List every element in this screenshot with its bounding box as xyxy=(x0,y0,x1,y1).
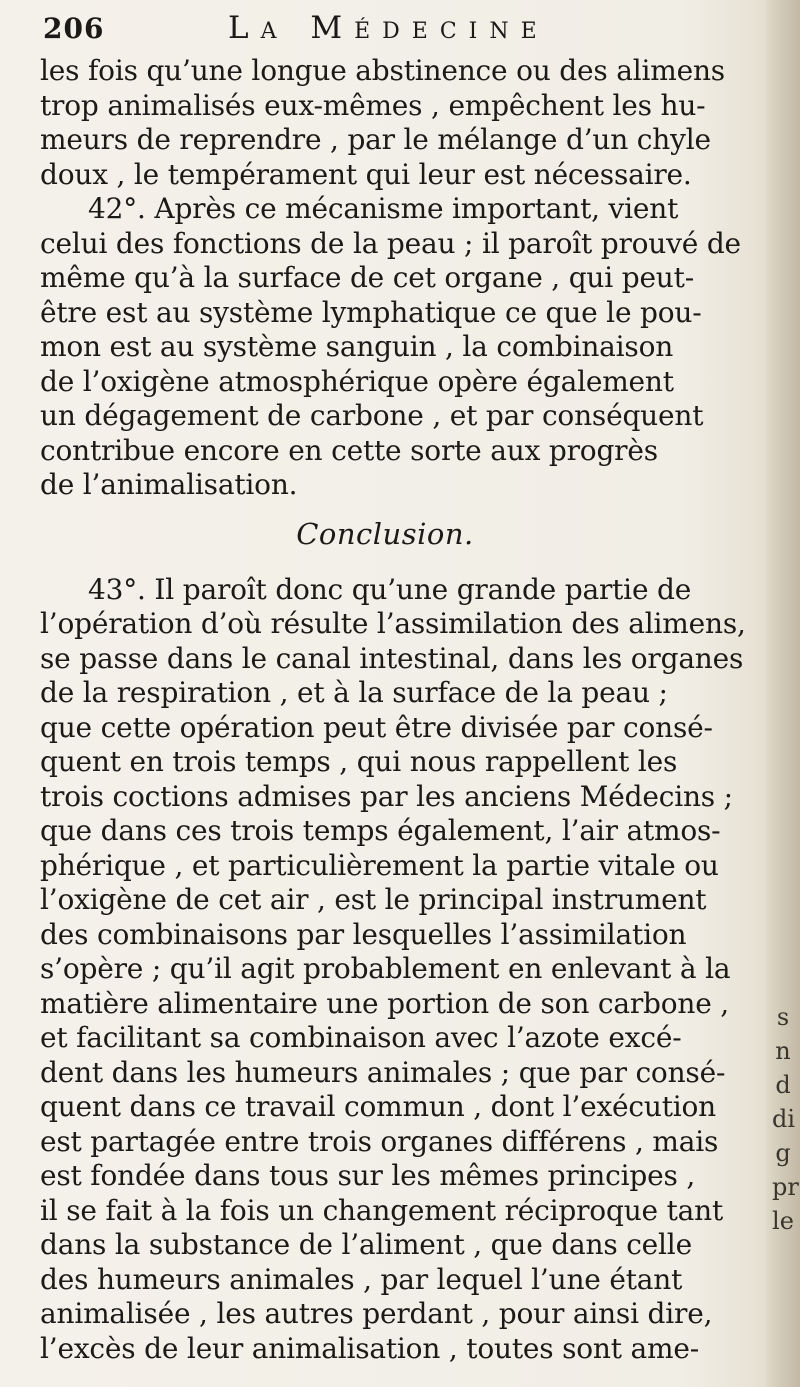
text-line: et facilitant sa combinaison avec l’azote excé- xyxy=(40,1021,682,1054)
edge-letter: s xyxy=(776,1003,790,1031)
edge-letter: di xyxy=(772,1105,796,1133)
text-line: un dégagement de carbone , et par conséquent xyxy=(40,399,704,432)
text-line: de l’animalisation. xyxy=(40,468,298,501)
text-line: trois coctions admises par les anciens Médecins ; xyxy=(40,779,733,813)
text-line: celui des fonctions de la peau ; il paroît prouvé de xyxy=(40,226,741,260)
text-line: trop animalisés eux-mêmes , empêchent les hu- xyxy=(40,88,706,122)
text-line: matière alimentaire une portion de son carbone , xyxy=(40,986,729,1020)
text-line: meurs de reprendre , par le mélange d’un chyle xyxy=(40,123,711,156)
text-line: de l’oxigène atmosphérique opère également xyxy=(40,364,674,398)
page-number: 206 xyxy=(43,12,105,45)
text-line: 43°. Il paroît donc qu’une grande partie de xyxy=(88,572,692,606)
text-line: de la respiration , et à la surface de la peau ; xyxy=(40,676,668,709)
text-line: doux , le tempérament qui leur est nécessaire. xyxy=(40,157,692,191)
edge-letter: n xyxy=(775,1037,791,1065)
text-line: animalisée , les autres perdant , pour ainsi dire, xyxy=(40,1297,713,1330)
text-line: les fois qu’une longue abstinence ou des alimens xyxy=(40,54,725,87)
page-header xyxy=(43,10,603,50)
text-line: est partagée entre trois organes différens , mais xyxy=(40,1124,719,1158)
text-line: se passe dans le canal intestinal, dans les organes xyxy=(40,641,744,675)
edge-letter: pr xyxy=(772,1173,799,1201)
edge-letter: g xyxy=(775,1139,791,1167)
text-line: être est au système lymphatique ce que le pou- xyxy=(40,295,702,329)
text-line: même qu’à la surface de cet organe , qui peut- xyxy=(40,261,694,294)
body-text xyxy=(40,54,746,1366)
text-line: que cette opération peut être divisée par consé- xyxy=(40,710,713,744)
text-line: dent dans les humeurs animales ; que par consé- xyxy=(40,1055,726,1089)
text-line: des combinaisons par lesquelles l’assimilation xyxy=(40,917,687,951)
text-line: l’opération d’où résulte l’assimilation des alimens, xyxy=(40,607,746,640)
text-line: est fondée dans tous sur les mêmes principes , xyxy=(40,1159,696,1192)
text-line: dans la substance de l’aliment , que dans celle xyxy=(40,1228,692,1261)
text-line: s’opère ; qu’il agit probablement en enlevant à la xyxy=(40,952,731,985)
text-line: phérique , et particulièrement la partie vitale ou xyxy=(40,848,719,882)
section-heading: Conclusion. xyxy=(296,516,474,551)
text-line: 42°. Après ce mécanisme important, vient xyxy=(88,192,679,225)
facing-page-letters xyxy=(772,1000,799,1238)
text-line: l’oxigène de cet air , est le principal instrument xyxy=(40,883,707,916)
edge-letter: le xyxy=(772,1207,794,1235)
paragraph-42 xyxy=(40,192,741,503)
text-line: quent dans ce travail commun , dont l’exécution xyxy=(40,1090,717,1123)
facing-page-edge xyxy=(766,0,800,1387)
paragraph-43 xyxy=(40,572,746,1367)
text-line: l’excès de leur animalisation , toutes sont ame- xyxy=(40,1331,699,1365)
heading-block xyxy=(40,503,730,573)
paragraph-continuation xyxy=(40,54,730,192)
text-line: mon est au système sanguin , la combinaison xyxy=(40,330,674,363)
text-line: contribue encore en cette sorte aux progrès xyxy=(40,433,658,467)
text-line: que dans ces trois temps également, l’air atmos- xyxy=(40,814,721,847)
text-line: il se fait à la fois un changement réciproque tant xyxy=(40,1193,724,1227)
running-title: La Médecine xyxy=(228,10,549,46)
text-line: des humeurs animales , par lequel l’une étant xyxy=(40,1262,683,1296)
text-line: quent en trois temps , qui nous rappellent les xyxy=(40,745,678,778)
edge-letter: d xyxy=(775,1071,791,1099)
